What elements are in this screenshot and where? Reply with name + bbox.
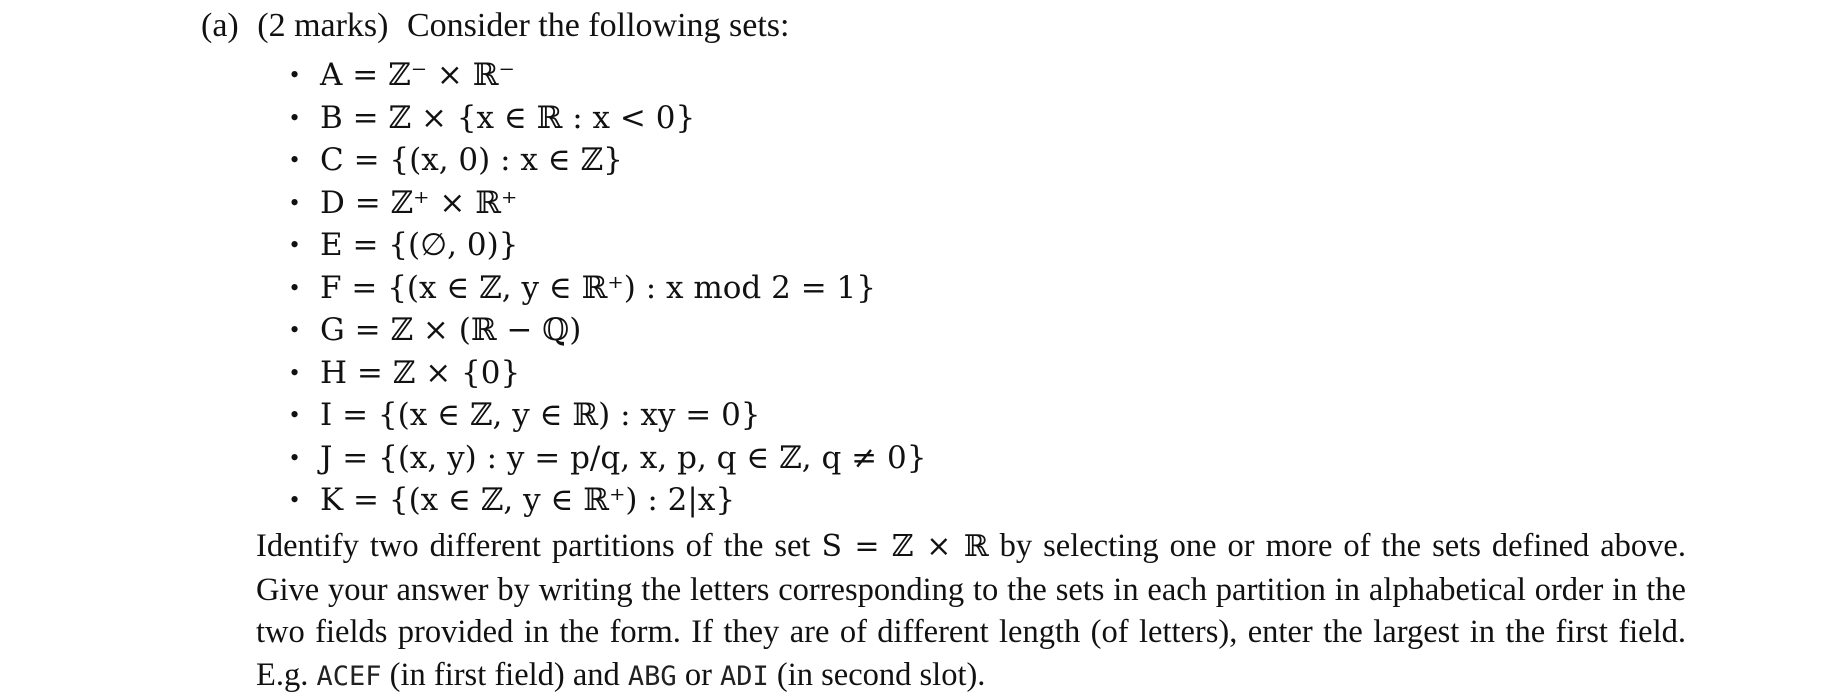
- set-item-j: [290, 437, 926, 480]
- question-prompt: Consider the following sets:: [407, 7, 790, 44]
- bullet-icon: •: [290, 187, 300, 217]
- set-definition: I = {(x ∈ ℤ, y ∈ ℝ) : xy = 0}: [320, 397, 761, 434]
- bullet-icon: •: [290, 145, 300, 175]
- bullet-icon: •: [290, 230, 300, 260]
- set-list: [290, 54, 926, 522]
- example-answer: ACEF: [316, 660, 382, 692]
- bullet-icon: •: [290, 315, 300, 345]
- set-definition: B = ℤ × {x ∈ ℝ : x < 0}: [320, 99, 696, 136]
- example-answer: ABG: [627, 660, 677, 692]
- set-item-e: [290, 224, 926, 267]
- bullet-icon: •: [290, 400, 300, 430]
- bullet-icon: •: [290, 442, 300, 472]
- set-s-expression: S = ℤ × ℝ: [821, 529, 989, 564]
- instructions-text: or: [676, 656, 721, 693]
- bullet-icon: •: [290, 102, 300, 132]
- question-label: (a): [201, 7, 239, 44]
- bullet-icon: •: [290, 272, 300, 302]
- bullet-icon: •: [290, 357, 300, 387]
- set-item-b: [290, 97, 926, 140]
- set-definition: F = {(x ∈ ℤ, y ∈ ℝ⁺) : x mod 2 = 1}: [320, 269, 876, 306]
- bullet-icon: •: [290, 60, 300, 90]
- set-definition: G = ℤ × (ℝ − ℚ): [320, 312, 582, 349]
- example-answer: ADI: [720, 660, 769, 692]
- bullet-icon: •: [290, 485, 300, 515]
- instructions-text: (in first field) and: [381, 656, 628, 693]
- instructions-paragraph: [256, 525, 1686, 698]
- set-item-h: [290, 352, 926, 395]
- set-item-d: [290, 182, 926, 225]
- set-definition: D = ℤ⁺ × ℝ⁺: [320, 184, 518, 221]
- set-definition: J = {(x, y) : y = p/q, x, p, q ∈ ℤ, q ≠ 0}: [320, 439, 927, 476]
- question-header: [201, 4, 789, 48]
- question-marks: (2 marks): [257, 7, 389, 44]
- set-item-f: [290, 267, 926, 310]
- instructions-text: (in second slot).: [768, 656, 986, 693]
- set-definition: K = {(x ∈ ℤ, y ∈ ℝ⁺) : 2|x}: [320, 482, 736, 519]
- set-definition: A = ℤ⁻ × ℝ⁻: [320, 57, 515, 94]
- instructions-text: Identify two different partitions of the set: [256, 528, 822, 564]
- set-definition: E = {(∅, 0)}: [320, 227, 519, 264]
- set-item-i: [290, 394, 926, 437]
- set-definition: H = ℤ × {0}: [320, 354, 521, 391]
- set-item-c: [290, 139, 926, 182]
- set-definition: C = {(x, 0) : x ∈ ℤ}: [320, 142, 623, 179]
- set-item-g: [290, 309, 926, 352]
- set-item-k: [290, 479, 926, 522]
- set-item-a: [290, 54, 926, 97]
- instructions-text: by selecting one or more of the sets defined above. Give your answer by writing the letters corresponding to the sets in each partition in alphabetical order in the two fields provided in the form. If they are of different length (of letters), enter the largest in the first field. E.g.: [256, 528, 1686, 693]
